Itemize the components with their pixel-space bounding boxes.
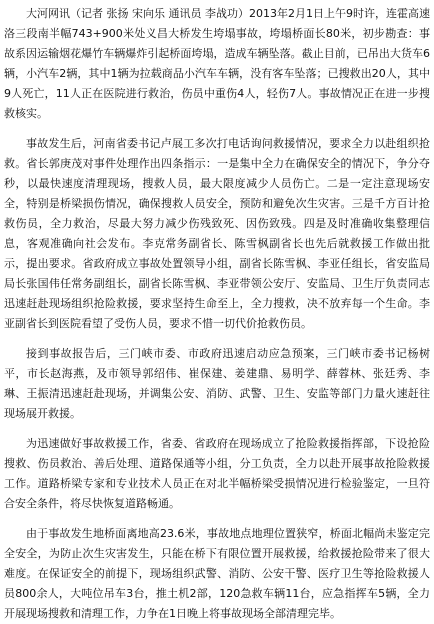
paragraph-gap <box>4 424 430 434</box>
article-paragraph-4: 为迅速做好事故救援工作，省委、省政府在现场成立了抢险救援指挥部，下设抢险搜救、伤员救治、善后处理、道路保通等小组，分工负责，全力以赴开展事故抢险救援工作。道路桥梁专家和专业技术人员正在对北半幅桥梁受损情况进行检验鉴定，一旦符合安全条件，将尽快恢复道路畅通。 <box>4 437 430 510</box>
article-paragraph-5: 由于事故发生地桥面离地高23.6米，事故地点地理位置狭窄，桥面北幅尚未鉴定完全安全，为防止次生灾害发生，只能在桥下有限位置开展救援，给救援抢险带来了很大难度。在保证安全的前提下，现场组织武警、消防、公安干警、医疗卫生等抢险救援人员800余人，大吨位吊车3台，推土机2部，120急救车辆11台，应急指挥车5辆，全力开展现场搜救和清理工作，力争在1日晚上将事故现场全部清理完毕。 <box>4 527 430 620</box>
paragraph-gap <box>4 124 430 134</box>
article-paragraph-1: 大河网讯（记者 张扬 宋向乐 通讯员 李战功）2013年2月1日上午9时许，连霍高速洛三段南半幅743+900米处义昌大桥发生垮塌事故，垮塌桥面长80米，初步勘查：事故系因运输烟花爆竹车辆爆炸引起桥面垮塌，造成车辆坠落。截止目前，已吊出大货车6辆，小汽车2辆，其中1辆为拉载商品小汽车车辆，没有客车坠落；已搜救出20人，其中9人死亡，11人正在医院进行救治，伤员中重伤4人，轻伤7人。事故情况正在进一步搜救核实。 <box>4 7 430 120</box>
news-article <box>4 4 430 624</box>
article-paragraph-2: 事故发生后，河南省委书记卢展工多次打电话询问救援情况，要求全力以赴组织抢救。省长郭庚茂对事件处理作出四条指示：一是集中全力在确保安全的情况下，争分夺秒，以最快速度清理现场，搜救人员，最大限度减少人员伤亡。二是一定注意现场安全，特别是桥梁损伤情况，确保搜救人员安全，预防和避免次生灾害。三是千方百计抢救伤员，全力救治，尽最大努力减少伤残致死、因伤致残。四是及时准确收集整理信息，客观准确向社会发布。李克常务副省长、陈雪枫副省长也先后就救援工作做出批示，提出要求。省政府成立事故处置领导小组，副省长陈雪枫、李亚任组长，省安监局局长张国伟任常务副组长，副省长陈雪枫、李亚带领公安厅、安监局、卫生厅负责同志迅速赶赴现场组织抢险救援，要求坚持生命至上，全力搜救，决不放弃每一个生命。李亚副省长到医院看望了受伤人员，要求不惜一切代价抢救伤员。 <box>4 137 430 330</box>
paragraph-gap <box>4 514 430 524</box>
paragraph-gap <box>4 334 430 344</box>
article-paragraph-3: 接到事故报告后，三门峡市委、市政府迅速启动应急预案，三门峡市委书记杨树平，市长赵海燕，及市领导郭绍伟、崔保建、姜建鼎、易明学、薛蓉林、张廷秀、李琳、王振清迅速赶赴现场，并调集公安、消防、武警、卫生、安监等部门力量火速赶往现场展开救援。 <box>4 347 430 420</box>
